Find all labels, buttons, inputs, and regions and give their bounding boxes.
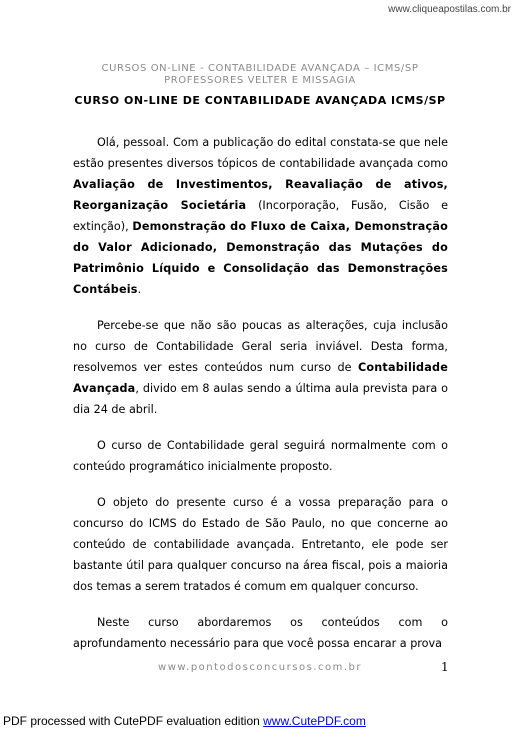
header-line-2: PROFESSORES VELTER E MISSAGIA [164,75,356,86]
paragraph-1-text-3: . [137,283,142,296]
paragraph-2 [73,315,448,420]
paragraph-1-bold-2: Demonstração do Fluxo de Caixa, Demonstração do Valor Adicionado, Demonstração das Mutações do Patrimônio Líquido e Consolidação das Demonstrações Contábeis [73,220,448,296]
site-url: www.cliqueapostilas.com.br [388,4,511,15]
document-body [73,132,448,669]
course-title: CURSO ON-LINE DE CONTABILIDADE AVANÇADA ICMS/SP [74,94,446,107]
footer-url: www.pontodosconcursos.com.br [158,662,362,673]
paragraph-3: O curso de Contabilidade geral seguirá normalmente com o conteúdo programático inicialmente proposto. [73,439,448,473]
pdf-processed-note [3,714,366,728]
pdf-note-text: PDF processed with CutePDF evaluation edition [3,714,264,728]
paragraph-1-text-1: Olá, pessoal. Com a publicação do edital constata-se que nele estão presentes diversos tópicos de contabilidade avançada como [73,136,448,170]
page-number: 1 [441,660,449,674]
paragraph-2-text-1: Percebe-se que não são poucas as alterações, cuja inclusão no curso de Contabilidade Geral seria inviável. Desta forma, resolvemos ver estes conteúdos num curso de [73,319,448,374]
paragraph-2-bold-1: Contabilidade Avançada [73,361,448,395]
header-line-1: CURSOS ON-LINE - CONTABILIDADE AVANÇADA – ICMS/SP [101,63,419,74]
paragraph-1 [73,132,448,300]
paragraph-5: Neste curso abordaremos os conteúdos com o aprofundamento necessário para que você possa encarar a prova [73,616,448,650]
paragraph-1-text-2: (Incorporação, Fusão, Cisão e extinção), [73,199,449,233]
paragraph-4: O objeto do presente curso é a vossa preparação para o concurso do ICMS do Estado de São Paulo, no que concerne ao conteúdo de contabilidade avançada. Entretanto, ele pode ser bastante útil para qualquer concurso na área fiscal, pois a maioria dos temas a serem tratados é comum em qualquer concurso. [73,496,448,593]
paragraph-2-text-2: , divido em 8 aulas sendo a última aula prevista para o dia 24 de abril. [73,382,448,416]
paragraph-1-bold-1: Avaliação de Investimentos, Reavaliação de ativos, Reorganização Societária [73,178,448,212]
cutepdf-link[interactable]: www.CutePDF.com [263,714,366,728]
page-header [0,63,520,87]
